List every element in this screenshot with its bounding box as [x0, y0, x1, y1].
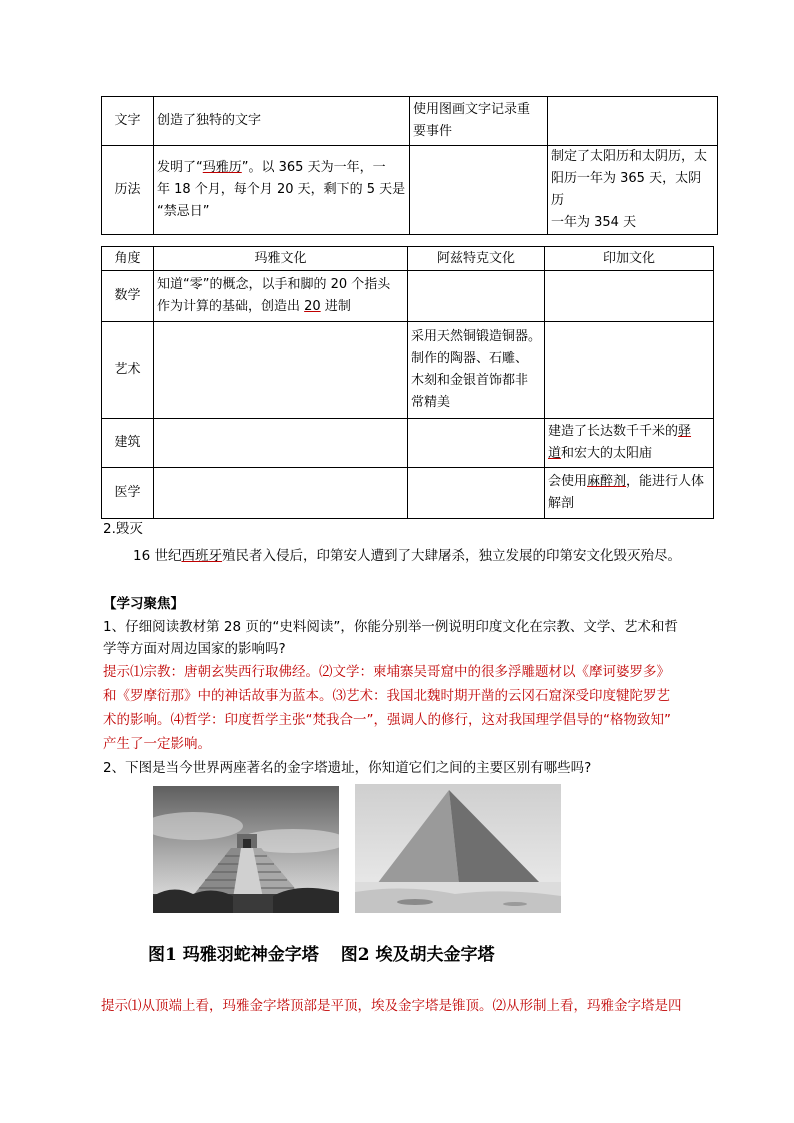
table-row — [102, 322, 714, 419]
maya-pyramid-image — [153, 786, 339, 913]
table-row — [102, 271, 714, 322]
aztec-calendar — [410, 146, 548, 235]
aztec-math — [408, 271, 545, 322]
row-label-writing: 文字 — [102, 97, 154, 146]
destruction-text: 16 世纪西班牙殖民者入侵后，印第安人遭到了大肆屠杀，独立发展的印第安文化毁灭殆尽。 — [133, 548, 681, 564]
inca-writing — [548, 97, 718, 146]
row-label-calendar: 历法 — [102, 146, 154, 235]
maya-pyramid-illustration — [153, 786, 339, 913]
culture-table-1 — [101, 96, 718, 235]
aztec-medicine — [408, 468, 545, 519]
figure-captions — [148, 940, 495, 965]
inca-medicine: 会使用麻醉剂，能进行人体 解剖 — [545, 468, 714, 519]
header-aspect: 角度 — [102, 247, 154, 271]
egypt-pyramid-image — [355, 784, 561, 913]
row-label-medicine: 医学 — [102, 468, 154, 519]
header-inca: 印加文化 — [545, 247, 714, 271]
table-row — [102, 468, 714, 519]
question-1-line-2: 学等方面对周边国家的影响吗? — [103, 641, 286, 657]
caption-figure-1: 图1 玛雅羽蛇神金字塔 — [148, 945, 319, 965]
table-row — [102, 97, 718, 146]
aztec-art: 采用天然铜锻造铜器。 制作的陶器、石雕、 木刻和金银首饰都非 常精美 — [408, 322, 545, 419]
answer-1-line-1: 提示⑴宗教：唐朝玄奘西行取佛经。⑵文学：柬埔寨吴哥窟中的很多浮雕题材以《摩诃婆罗多》 — [103, 664, 670, 680]
answer-1-line-4: 产生了一定影响。 — [103, 736, 211, 752]
maya-writing: 创造了独特的文字 — [154, 97, 410, 146]
inca-math — [545, 271, 714, 322]
learning-focus-heading: 【学习聚焦】 — [103, 596, 184, 612]
culture-table-2 — [101, 246, 714, 519]
inca-calendar: 制定了太阳历和太阴历，太 阳历一年为 365 天，太阴历 一年为 354 天 — [548, 146, 718, 235]
caption-figure-2: 图2 埃及胡夫金字塔 — [340, 945, 495, 965]
question-2: 2、下图是当今世界两座著名的金字塔遗址，你知道它们之间的主要区别有哪些吗? — [103, 760, 592, 776]
aztec-architecture — [408, 419, 545, 468]
row-label-architecture: 建筑 — [102, 419, 154, 468]
table-row — [102, 146, 718, 235]
egypt-pyramid-illustration — [355, 784, 561, 913]
answer-2-line-1: 提示⑴从顶端上看，玛雅金字塔顶部是平顶，埃及金字塔是锥顶。⑵从形制上看，玛雅金字塔是四 — [101, 998, 682, 1014]
question-1-line-1: 1、仔细阅读教材第 28 页的“史料阅读”，你能分别举一例说明印度文化在宗教、文学、艺术和哲 — [103, 619, 678, 635]
answer-1-line-3: 术的影响。⑷哲学：印度哲学主张“梵我合一”，强调人的修行，这对我国理学倡导的“格物致知” — [103, 712, 671, 728]
inca-art — [545, 322, 714, 419]
table-header-row — [102, 247, 714, 271]
maya-architecture — [154, 419, 408, 468]
header-maya: 玛雅文化 — [154, 247, 408, 271]
maya-medicine — [154, 468, 408, 519]
maya-art — [154, 322, 408, 419]
row-label-art: 艺术 — [102, 322, 154, 419]
header-aztec: 阿兹特克文化 — [408, 247, 545, 271]
table-row — [102, 419, 714, 468]
answer-1-line-2: 和《罗摩衍那》中的神话故事为蓝本。⑶艺术：我国北魏时期开凿的云冈石窟深受印度犍陀罗艺 — [103, 688, 670, 704]
aztec-writing: 使用图画文字记录重 要事件 — [410, 97, 548, 146]
maya-calendar: 发明了“玛雅历”。以 365 天为一年，一 年 18 个月，每个月 20 天，剩下的 5 天是 “禁忌日” — [154, 146, 410, 235]
row-label-math: 数学 — [102, 271, 154, 322]
inca-architecture: 建造了长达数千千米的驿 道和宏大的太阳庙 — [545, 419, 714, 468]
maya-math: 知道“零”的概念，以手和脚的 20 个指头 作为计算的基础，创造出 20 进制 — [154, 271, 408, 322]
section-title-destruction: 2.毁灭 — [103, 521, 143, 537]
